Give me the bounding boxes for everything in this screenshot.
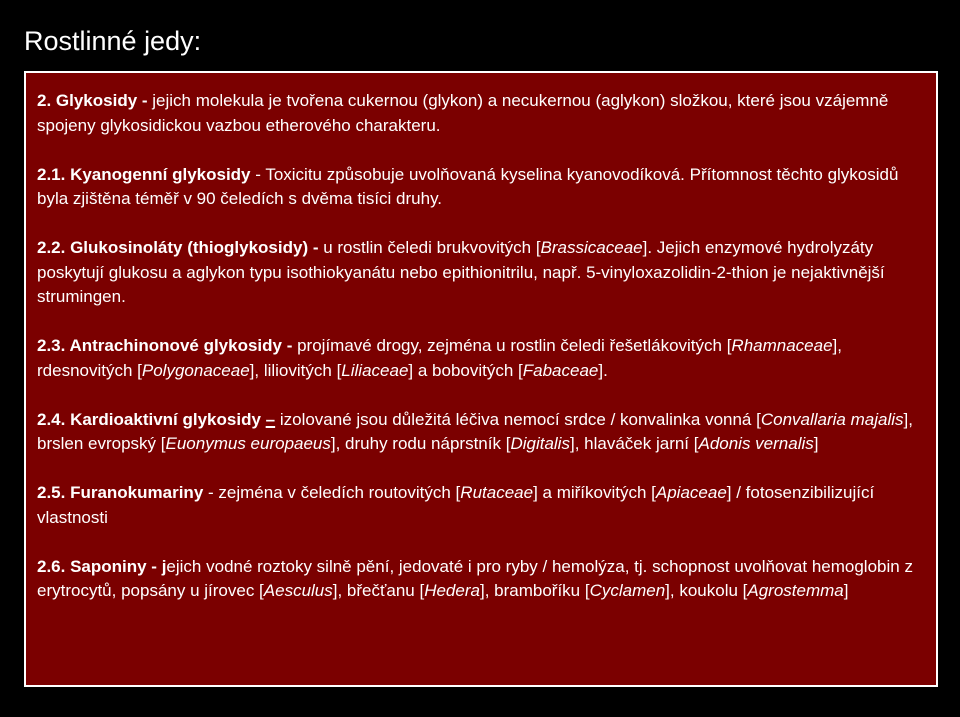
- dash-kardioaktivni: –: [265, 409, 276, 429]
- text-glukosinolaty-1: u rostlin čeledi brukvovitých [: [318, 238, 541, 257]
- text-saponiny-3: ], bramboříku [: [479, 581, 590, 600]
- paragraph-kardioaktivni: [37, 408, 924, 457]
- taxon-rutaceae: Rutaceae: [460, 483, 534, 502]
- text-kardioaktivni-2: ], brslen evropský [: [37, 409, 913, 453]
- text-saponiny-2: ], břečťanu [: [332, 581, 425, 600]
- taxon-euonymus: Euonymus europaeus: [165, 434, 331, 453]
- text-kardioaktivni-4: ], hlaváček jarní [: [569, 434, 699, 453]
- taxon-convallaria: Convallaria majalis: [760, 409, 904, 429]
- heading-kardioaktivni: 2.4. Kardioaktivní glykosidy: [37, 409, 261, 429]
- text-antrachinonove-5: ].: [598, 360, 608, 380]
- heading-antrachinonove: 2.3. Antrachinonové glykosidy -: [37, 336, 293, 355]
- taxon-adonis: Adonis vernalis: [698, 434, 814, 453]
- taxon-polygonaceae: Polygonaceae: [141, 360, 250, 380]
- text-saponiny-1: ejich vodné roztoky silně pění, jedovaté i pro ryby / hemolýza, tj. schopnost uvolňovat hemoglobin z erytrocytů, popsány u jírovec [: [37, 556, 913, 600]
- slide-title: Rostlinné jedy:: [24, 26, 202, 56]
- text-kardioaktivni-5: ]: [813, 434, 819, 453]
- text-furanokumariny-2: ] a miříkovitých [: [533, 483, 656, 502]
- taxon-digitalis: Digitalis: [510, 434, 570, 453]
- taxon-fabaceae: Fabaceae: [522, 360, 599, 380]
- taxon-agrostemma: Agrostemma: [747, 581, 844, 600]
- text-saponiny-4: ], koukolu [: [665, 581, 748, 600]
- text-antrachinonove-1: projímavé drogy, zejména u rostlin čeledi řešetlákovitých [: [292, 336, 732, 355]
- text-kardioaktivni-1: izolované jsou důležitá léčiva nemocí srdce / konvalinka vonná [: [275, 409, 761, 429]
- text-furanokumariny-3: ] / fotosenzibilizující vlastnosti: [37, 483, 875, 527]
- content-box: [24, 71, 938, 687]
- heading-kyanogenni: 2.1. Kyanogenní glykosidy: [37, 164, 251, 184]
- text-glykosidy: jejich molekula je tvořena cukernou (glykon) a necukernou (aglykon) složkou, které jsou vzájemně spojeny glykosidickou vazbou etherového charakteru.: [37, 91, 889, 135]
- paragraph-saponiny: [37, 555, 924, 604]
- paragraph-kyanogenni: [37, 163, 924, 212]
- paragraph-glykosidy: [37, 89, 924, 138]
- text-antrachinonove-3: ], liliovitých [: [249, 360, 342, 380]
- text-glukosinolaty-2: ]. Jejich enzymové hydrolyzáty poskytují glukosu a aglykon typu isothiokyanátu nebo epithionitrilu, např. 5-vinyloxazolidin-2-thion je nejaktivnější strumingen.: [37, 238, 885, 306]
- text-antrachinonove-2: ], rdesnovitých [: [37, 336, 842, 380]
- taxon-hedera: Hedera: [424, 581, 480, 600]
- text-kardioaktivni-3: ], druhy rodu náprstník [: [330, 434, 511, 453]
- taxon-apiaceae: Apiaceae: [655, 483, 727, 502]
- text-saponiny-5: ]: [843, 581, 849, 600]
- heading-glukosinolaty: 2.2. Glukosinoláty (thioglykosidy) -: [37, 238, 319, 257]
- taxon-liliaceae: Liliaceae: [341, 360, 409, 380]
- paragraph-glukosinolaty: [37, 236, 924, 310]
- taxon-rhamnaceae: Rhamnaceae: [731, 336, 833, 355]
- taxon-brassicaceae: Brassicaceae: [540, 238, 643, 257]
- taxon-aesculus: Aesculus: [263, 581, 333, 600]
- text-antrachinonove-4: ] a bobovitých [: [408, 360, 523, 380]
- heading-saponiny: 2.6. Saponiny - j: [37, 556, 167, 576]
- heading-furanokumariny: 2.5. Furanokumariny: [37, 483, 204, 502]
- text-kyanogenni: - Toxicitu způsobuje uvolňovaná kyselina kyanovodíková. Přítomnost těchto glykosidů byla zjištěna téměř v 90 čeledích s dvěma tisíci druhy.: [37, 164, 899, 208]
- paragraph-antrachinonove: [37, 334, 924, 383]
- text-furanokumariny-1: - zejména v čeledích routovitých [: [203, 483, 461, 502]
- taxon-cyclamen: Cyclamen: [589, 581, 666, 600]
- paragraph-furanokumariny: [37, 481, 924, 530]
- heading-glykosidy: 2. Glykosidy -: [37, 91, 148, 110]
